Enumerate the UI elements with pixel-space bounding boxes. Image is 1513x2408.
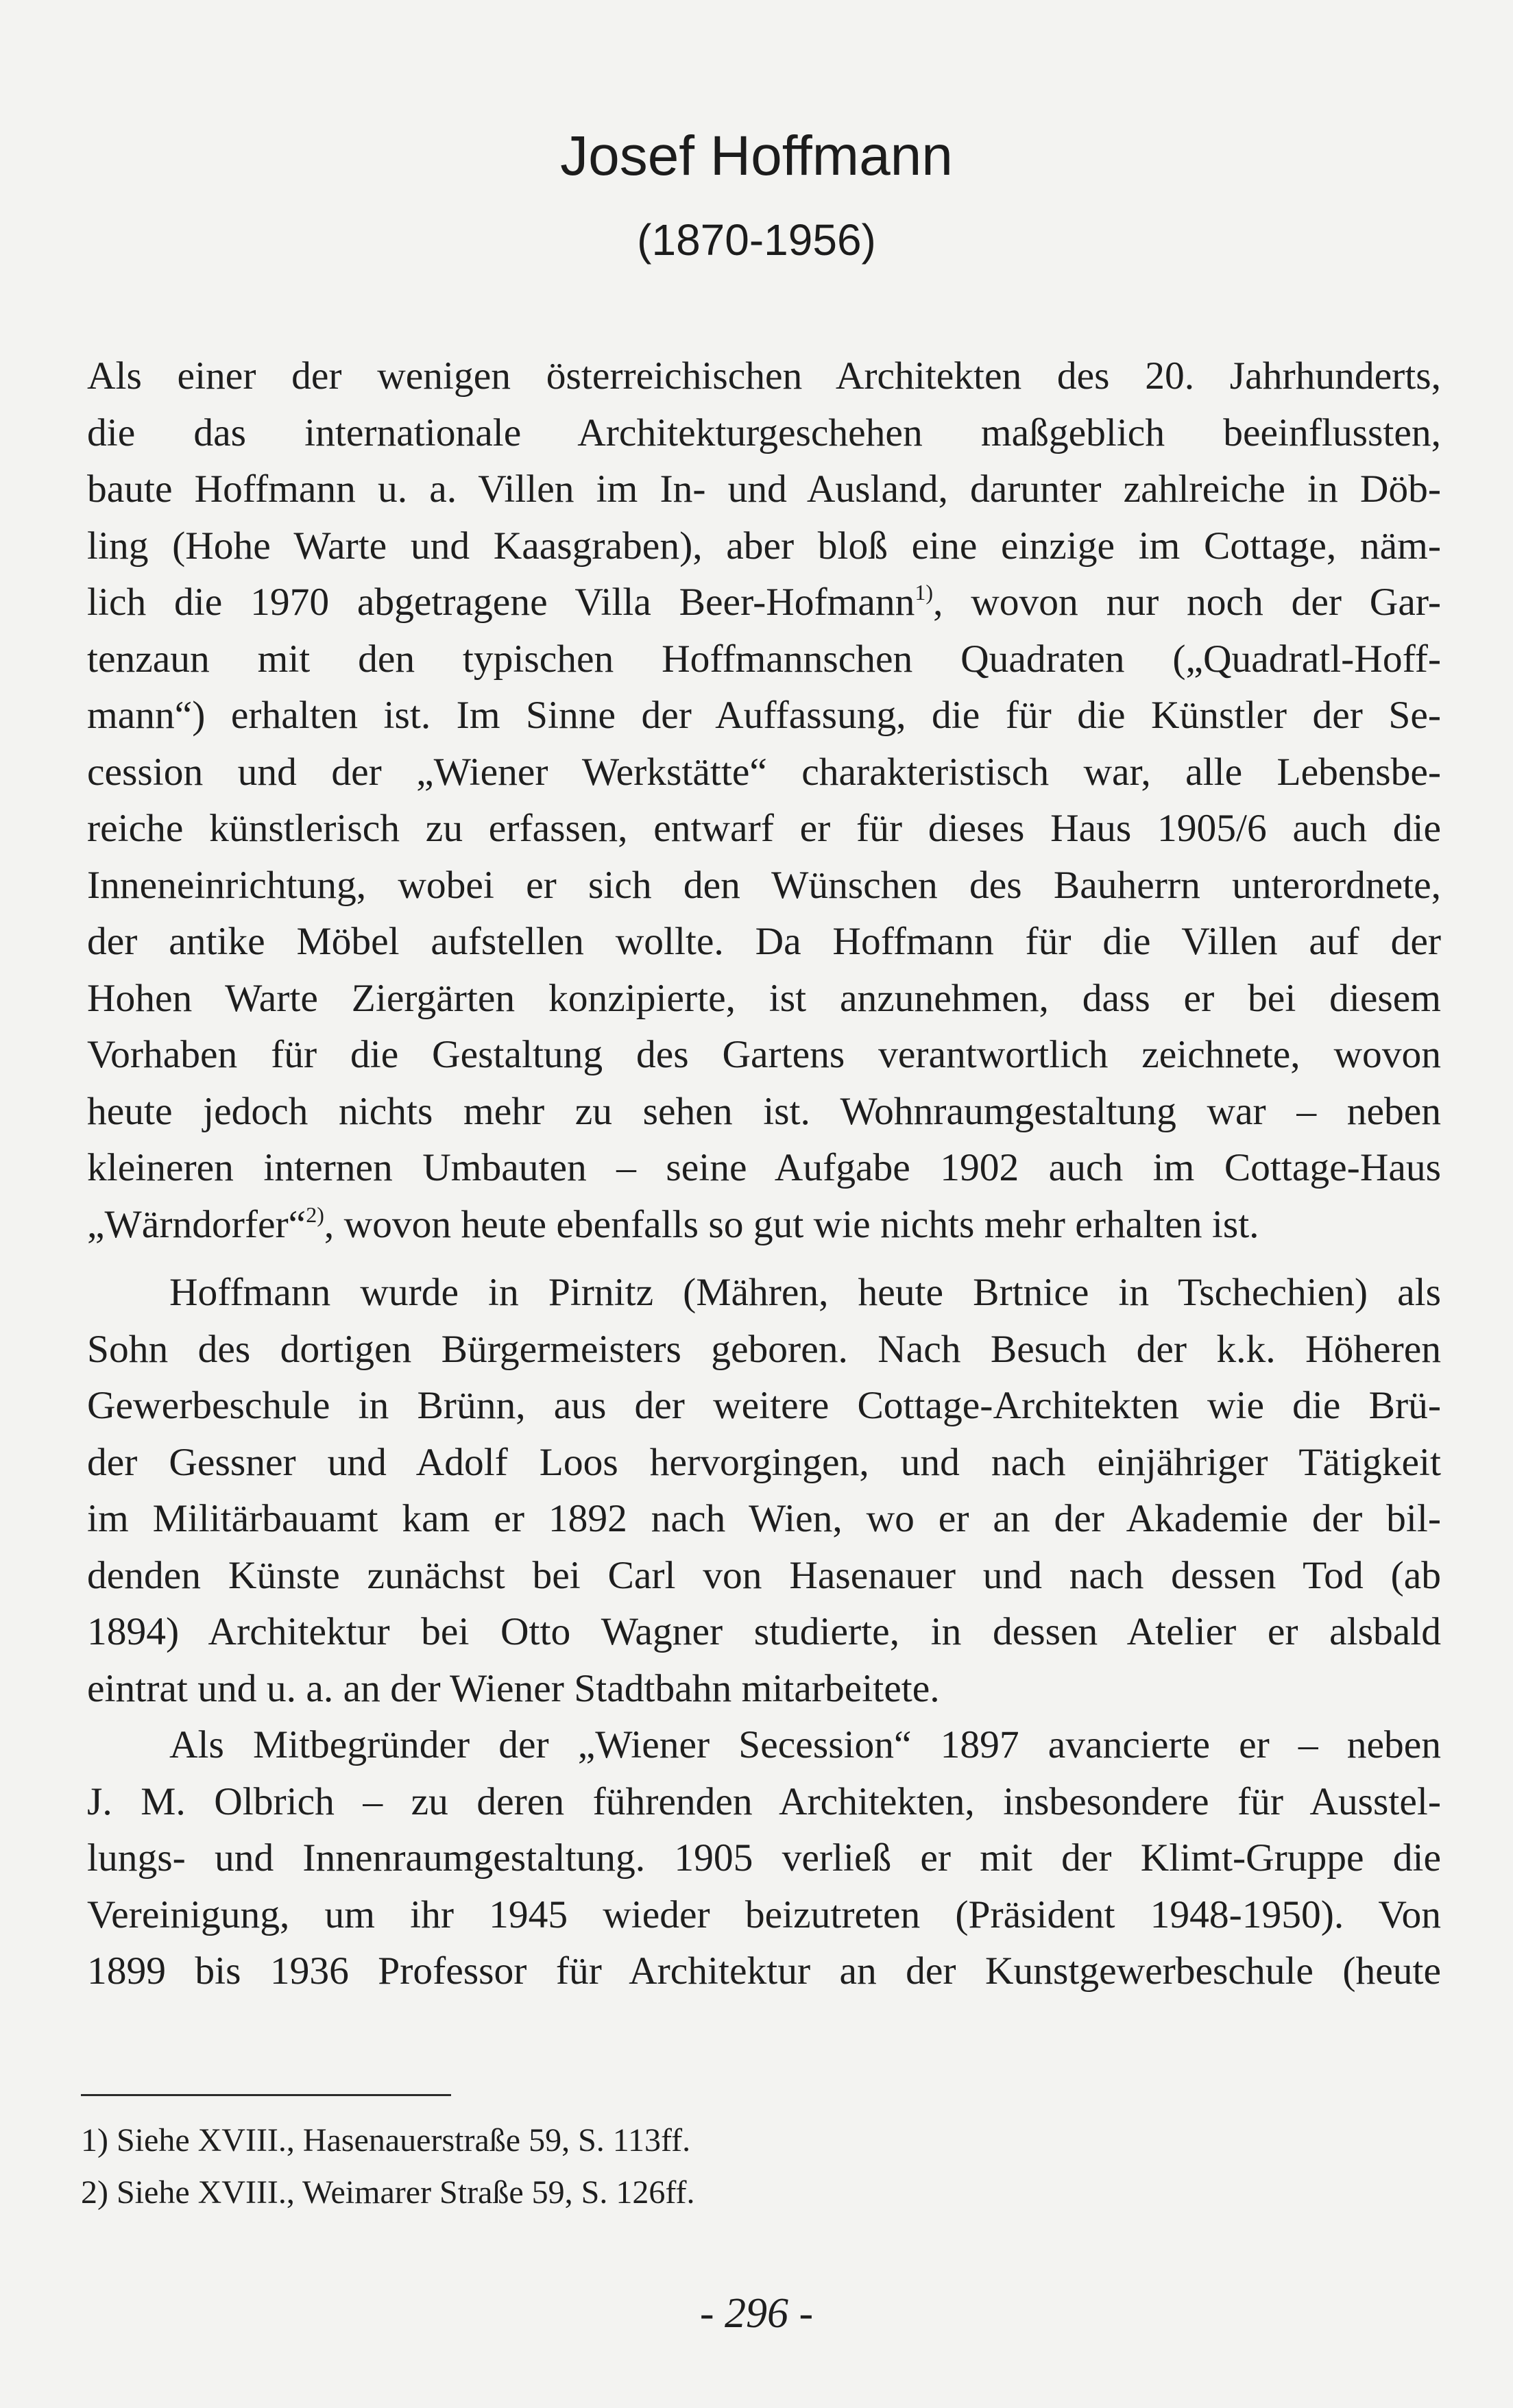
page-title: Josef Hoffmann xyxy=(560,125,953,187)
footnote-ref-2: 2) xyxy=(306,1202,324,1227)
text-line: Sohn des dortigen Bürgermeisters geboren. Nach Besuch der k.k. Höheren xyxy=(87,1327,1441,1371)
footnotes xyxy=(81,2115,694,2219)
text-segment: , wovon heute ebenfalls so gut wie nichts mehr erhalten ist. xyxy=(324,1202,1259,1246)
text-line: kleineren internen Umbauten – seine Aufgabe 1902 auch im Cottage-Haus xyxy=(87,1146,1441,1189)
text-line: Hohen Warte Ziergärten konzipierte, ist anzunehmen, dass er bei diesem xyxy=(87,976,1441,1020)
text-line: baute Hoffmann u. a. Villen im In- und Ausland, darunter zahlreiche in Döb- xyxy=(87,467,1441,511)
text-line: der antike Möbel aufstellen wollte. Da Hoffmann für die Villen auf der xyxy=(87,920,1441,963)
text-segment: , wovon nur noch der Gar- xyxy=(933,581,1441,624)
life-dates: (1870-1956) xyxy=(637,215,876,265)
footnote-2: 2) Siehe XVIII., Weimarer Straße 59, S. 126ff. xyxy=(81,2174,695,2211)
text-line: heute jedoch nichts mehr zu sehen ist. Wohnraumgestaltung war – neben xyxy=(87,1089,1441,1133)
text-line xyxy=(87,574,1441,631)
text-line: Inneneinrichtung, wobei er sich den Wünschen des Bauherrn unterordnete, xyxy=(87,863,1441,907)
text-line: Vorhaben für die Gestaltung des Gartens verantwortlich zeichnete, wovon xyxy=(87,1033,1441,1076)
text-line: mann“) erhalten ist. Im Sinne der Auffassung, die für die Künstler der Se- xyxy=(87,694,1441,737)
text-line: tenzaun mit den typischen Hoffmannschen Quadraten („Quadratl-Hoff- xyxy=(87,637,1441,681)
text-line: denden Künste zunächst bei Carl von Hasenauer und nach dessen Tod (ab xyxy=(87,1553,1441,1597)
text-line xyxy=(87,1197,1441,1254)
text-line: die das internationale Architekturgeschehen maßgeblich beeinflussten, xyxy=(87,411,1441,454)
text-line: J. M. Olbrich – zu deren führenden Architekten, insbesondere für Ausstel- xyxy=(87,1779,1441,1823)
text-line: 1894) Architektur bei Otto Wagner studierte, in dessen Atelier er alsbald xyxy=(87,1610,1441,1653)
paragraph-2 xyxy=(87,1265,1441,1717)
text-segment: lich die 1970 abgetragene Villa Beer-Hofmann xyxy=(87,581,915,624)
footnote-divider xyxy=(81,2094,451,2096)
text-line: cession und der „Wiener Werkstätte“ charakteristisch war, alle Lebensbe- xyxy=(87,750,1441,794)
text-line: im Militärbauamt kam er 1892 nach Wien, wo er an der Akademie der bil- xyxy=(87,1497,1441,1540)
footnote-1: 1) Siehe XVIII., Hasenauerstraße 59, S. 113ff. xyxy=(81,2122,691,2158)
text-line: ling (Hohe Warte und Kaasgraben), aber bloß eine einzige im Cottage, näm- xyxy=(87,524,1441,568)
footnote-ref-1: 1) xyxy=(915,580,934,605)
text-line: 1899 bis 1936 Professor für Architektur an der Kunstgewerbeschule (heute xyxy=(87,1949,1441,1993)
text-line: lungs- und Innenraumgestaltung. 1905 verließ er mit der Klimt-Gruppe die xyxy=(87,1836,1441,1880)
text-line: Vereinigung, um ihr 1945 wieder beizutreten (Präsident 1948-1950). Von xyxy=(87,1893,1441,1936)
text-line: Als einer der wenigen österreichischen Architekten des 20. Jahrhunderts, xyxy=(87,354,1441,398)
text-line: Gewerbeschule in Brünn, aus der weitere Cottage-Architekten wie die Brü- xyxy=(87,1384,1441,1427)
text-line: reiche künstlerisch zu erfassen, entwarf er für dieses Haus 1905/6 auch die xyxy=(87,807,1441,850)
text-line: eintrat und u. a. an der Wiener Stadtbahn mitarbeitete. xyxy=(87,1666,940,1710)
text-line: Als Mitbegründer der „Wiener Secession“ 1897 avancierte er – neben xyxy=(169,1723,1441,1766)
page-number: - 296 - xyxy=(699,2290,814,2337)
text-line: der Gessner und Adolf Loos hervorgingen, und nach einjähriger Tätigkeit xyxy=(87,1440,1441,1484)
text-line: Hoffmann wurde in Pirnitz (Mähren, heute Brtnice in Tschechien) als xyxy=(169,1271,1441,1314)
text-segment: „Wärndorfer“ xyxy=(87,1202,306,1246)
body-text xyxy=(87,348,1441,2000)
paragraph-1 xyxy=(87,348,1441,1253)
paragraph-3 xyxy=(87,1717,1441,2000)
